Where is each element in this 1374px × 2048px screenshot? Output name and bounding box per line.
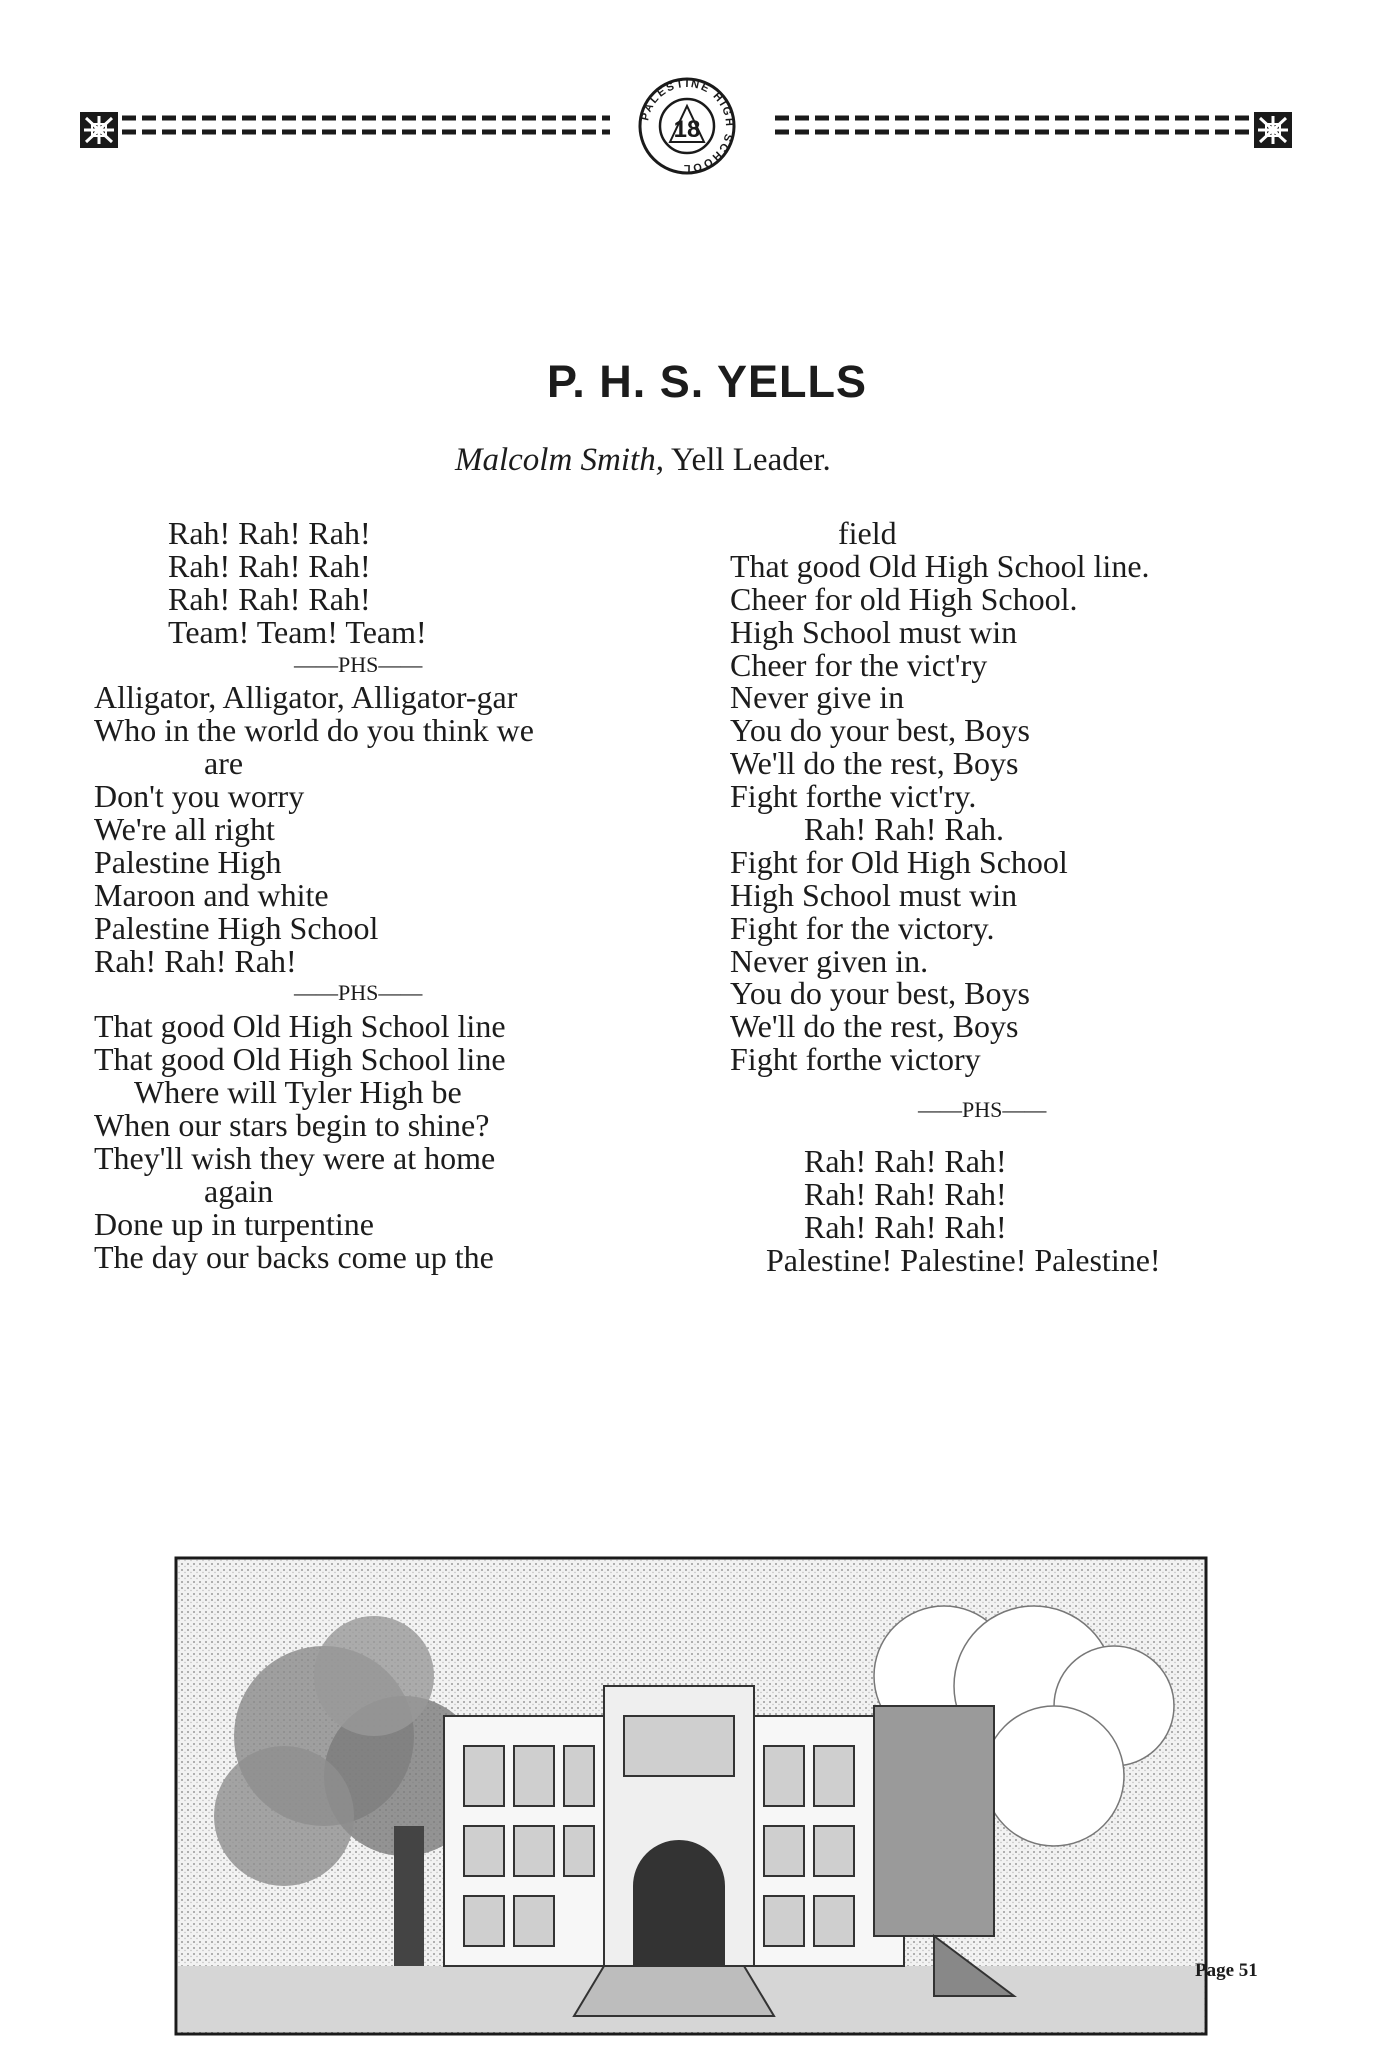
yell-leader-role: Yell Leader. <box>671 442 831 478</box>
right-ornament-icon <box>1254 112 1292 148</box>
yell-line: Rah! Rah! Rah! <box>94 942 297 979</box>
phs-separator: ——PHS—— <box>918 1097 1047 1123</box>
page-title: P. H. S. YELLS <box>547 356 867 407</box>
yell-line: Rah! Rah! Rah! <box>168 547 371 584</box>
left-dashed-rule <box>122 118 610 132</box>
yell-line: again <box>204 1172 274 1209</box>
yell-line: Palestine High School <box>94 909 379 946</box>
header-ornament <box>0 74 1374 184</box>
yell-line: We'll do the rest, Boys <box>730 745 1019 782</box>
subtitle <box>455 442 831 479</box>
yell-line: They'll wish they were at home <box>94 1139 496 1176</box>
yell-line: That good Old High School line <box>94 1041 506 1078</box>
emblem-ring-text: PALESTINE HIGH SCHOOL <box>639 77 736 175</box>
left-column <box>94 517 654 1273</box>
yell-line: High School must win <box>730 876 1018 913</box>
phs-separator: ——PHS—— <box>294 980 423 1006</box>
left-ornament-icon <box>80 112 118 148</box>
school-emblem-icon <box>639 78 735 174</box>
yell-line: Where will Tyler High be <box>134 1074 462 1111</box>
yell-line: Fight for the victory. <box>730 909 995 946</box>
yell-leader-name: Malcolm Smith, <box>455 442 664 478</box>
yell-line: Rah! Rah! Rah! <box>168 515 371 551</box>
phs-separator: ——PHS—— <box>294 651 423 677</box>
yell-line: You do your best, Boys <box>730 712 1030 749</box>
yell-line: Never given in. <box>730 942 929 979</box>
yell-line: Who in the world do you think we <box>94 712 534 749</box>
yell-line: We're all right <box>94 811 275 848</box>
yell-line: Palestine! Palestine! Palestine! <box>766 1241 1161 1278</box>
yell-line: Rah! Rah! Rah! <box>804 1175 1007 1212</box>
yell-line: Fight forthe vict'ry. <box>730 778 977 815</box>
yell-line: Cheer for old High School. <box>730 580 1078 617</box>
yell-line: Rah! Rah! Rah! <box>168 580 371 617</box>
yell-line: Fight forthe victory <box>730 1041 981 1078</box>
yell-line: Maroon and white <box>94 876 329 913</box>
yell-line: High School must win <box>730 613 1018 650</box>
yell-line: That good Old High School line. <box>730 547 1150 584</box>
yell-line: Done up in turpentine <box>94 1205 374 1242</box>
yell-line: Fight for Old High School <box>730 843 1068 880</box>
yell-line: Rah! Rah! Rah. <box>804 811 1004 848</box>
school-illustration <box>174 1556 1208 2036</box>
yell-line: Cheer for the vict'ry <box>730 646 988 683</box>
right-column <box>730 517 1310 1277</box>
yell-line: field <box>838 515 897 551</box>
yell-line: Don't you worry <box>94 778 305 815</box>
yell-line: Rah! Rah! Rah! <box>804 1143 1007 1180</box>
yell-line: Team! Team! Team! <box>168 613 427 650</box>
yell-line: That good Old High School line <box>94 1008 506 1045</box>
yell-line: Palestine High <box>94 843 282 880</box>
right-dashed-rule <box>775 118 1250 132</box>
emblem-number: 18 <box>673 116 701 143</box>
yell-line: Rah! Rah! Rah! <box>804 1208 1007 1245</box>
yell-line: are <box>204 745 244 782</box>
yell-line: When our stars begin to shine? <box>94 1107 490 1144</box>
yell-line: Alligator, Alligator, Alligator-gar <box>94 679 518 716</box>
yell-line: Never give in <box>730 679 905 716</box>
yell-line: The day our backs come up the <box>94 1238 494 1275</box>
yell-line: You do your best, Boys <box>730 975 1030 1012</box>
page-number: Page 51 <box>1195 1960 1258 1981</box>
yell-line: We'll do the rest, Boys <box>730 1008 1019 1045</box>
